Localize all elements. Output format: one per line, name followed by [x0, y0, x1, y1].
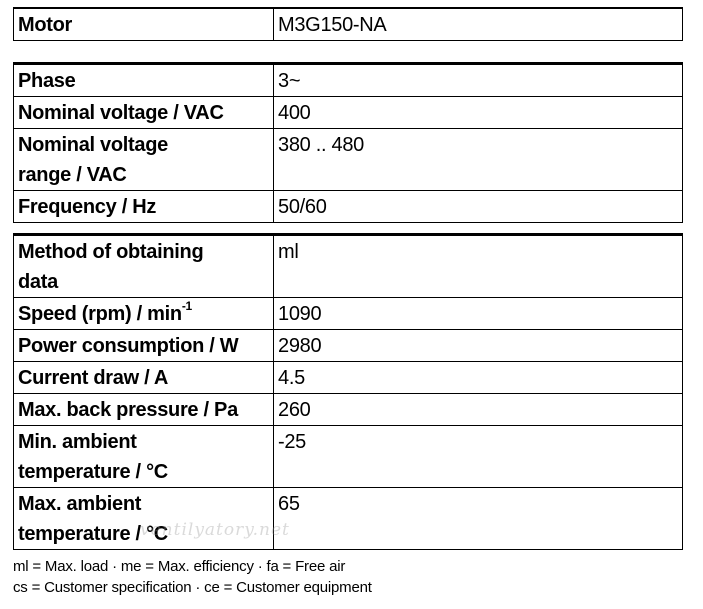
- back-pressure-value: 260: [274, 394, 683, 426]
- min-temp-label: [14, 426, 274, 488]
- performance-table: [13, 233, 683, 550]
- table-row: [14, 362, 683, 394]
- motor-label: Motor: [14, 8, 274, 41]
- power-value: 2980: [274, 330, 683, 362]
- table-row: [14, 488, 683, 550]
- frequency-value: 50/60: [274, 191, 683, 223]
- current-label: Current draw / A: [14, 362, 274, 394]
- method-label-line1: Method of obtaining: [18, 241, 204, 263]
- table-row: [14, 298, 683, 330]
- min-temp-label-line2: temperature / °C: [18, 461, 168, 483]
- table-row: [14, 330, 683, 362]
- method-label: [14, 235, 274, 298]
- max-temp-value: 65: [274, 488, 683, 550]
- max-temp-label: [14, 488, 274, 550]
- max-temp-label-line1: Max. ambient: [18, 493, 142, 515]
- footnote-line-1: ml = Max. load · me = Max. efficiency · fa = Free air: [13, 558, 346, 575]
- table-row: [14, 394, 683, 426]
- table-row: [14, 191, 683, 223]
- electrical-table: [13, 62, 683, 223]
- voltage-range-value: 380 .. 480: [274, 129, 683, 191]
- table-row: [14, 97, 683, 129]
- frequency-label: Frequency / Hz: [14, 191, 274, 223]
- min-temp-label-line1: Min. ambient: [18, 431, 137, 453]
- speed-label-superscript: -1: [181, 299, 192, 313]
- footnote-line-2: cs = Customer specification · ce = Customer equipment: [13, 579, 372, 596]
- nominal-voltage-label: Nominal voltage / VAC: [14, 97, 274, 129]
- motor-table: [13, 7, 683, 41]
- voltage-range-label-line1: Nominal voltage: [18, 134, 168, 156]
- phase-value: 3~: [274, 64, 683, 97]
- voltage-range-label-line2: range / VAC: [18, 164, 127, 186]
- motor-value: M3G150-NA: [274, 8, 683, 41]
- table-row: [14, 129, 683, 191]
- phase-label: Phase: [14, 64, 274, 97]
- method-label-line2: data: [18, 271, 58, 293]
- speed-value: 1090: [274, 298, 683, 330]
- back-pressure-label: Max. back pressure / Pa: [14, 394, 274, 426]
- table-row: [14, 235, 683, 298]
- power-label: Power consumption / W: [14, 330, 274, 362]
- speed-label-text: Speed (rpm) / min: [18, 303, 182, 325]
- max-temp-label-line2: temperature / °C: [18, 523, 168, 545]
- speed-label: [14, 298, 274, 330]
- watermark: ventilyatory.net: [140, 520, 290, 540]
- voltage-range-label: [14, 129, 274, 191]
- current-value: 4.5: [274, 362, 683, 394]
- table-row: [14, 64, 683, 97]
- min-temp-value: -25: [274, 426, 683, 488]
- table-row: [14, 426, 683, 488]
- table-row: [14, 8, 683, 41]
- method-value: ml: [274, 235, 683, 298]
- nominal-voltage-value: 400: [274, 97, 683, 129]
